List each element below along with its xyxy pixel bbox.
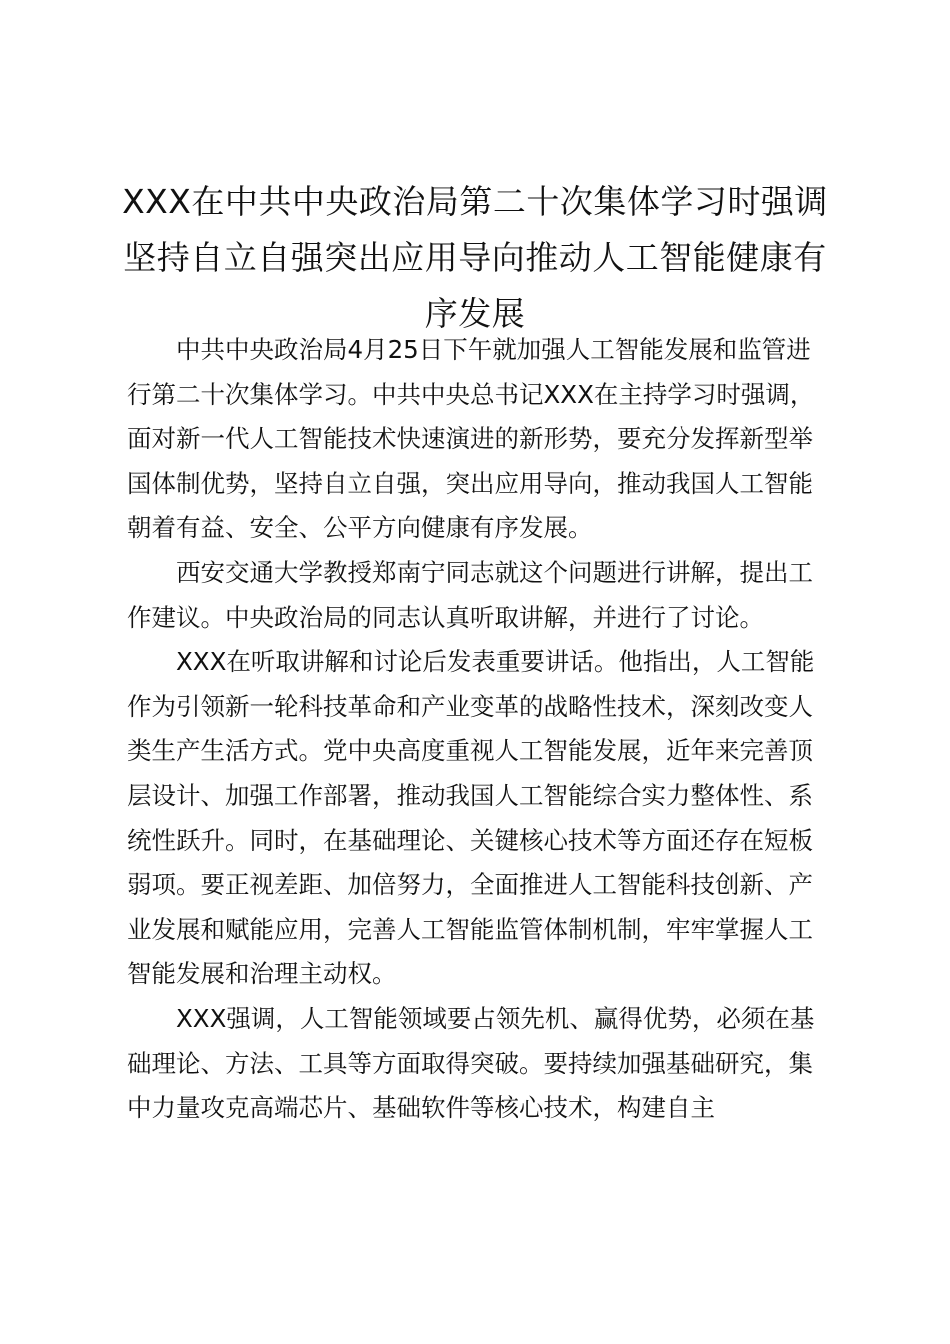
paragraph-1: 中共中央政治局4月25日下午就加强人工智能发展和监管进行第二十次集体学习。中共中央总书记XXX在主持学习时强调，面对新一代人工智能技术快速演进的新形势，要充分发挥新型举国体制优势，坚持自立自强，突出应用导向，推动我国人工智能朝着有益、安全、公平方向健康有序发展。 bbox=[127, 335, 815, 543]
paragraph-3: XXX在听取讲解和讨论后发表重要讲话。他指出，人工智能作为引领新一轮科技革命和产业变革的战略性技术，深刻改变人类生产生活方式。党中央高度重视人工智能发展，近年来完善顶层设计、加强工作部署，推动我国人工智能综合实力整体性、系统性跃升。同时，在基础理论、关键核心技术等方面还存在短板弱项。要正视差距、加倍努力，全面推进人工智能科技创新、产业发展和赋能应用，完善人工智能监管体制机制，牢牢掌握人工智能发展和治理主动权。 bbox=[127, 647, 815, 989]
paragraph-4: XXX强调，人工智能领域要占领先机、赢得优势，必须在基础理论、方法、工具等方面取得突破。要持续加强基础研究，集中力量攻克高端芯片、基础软件等核心技术，构建自主 bbox=[127, 1003, 815, 1123]
document-body bbox=[127, 328, 827, 1131]
document-title: XXX在中共中央政治局第二十次集体学习时强调坚持自立自强突出应用导向推动人工智能健康有序发展 bbox=[122, 182, 828, 333]
paragraph-2: 西安交通大学教授郑南宁同志就这个问题进行讲解，提出工作建议。中央政治局的同志认真听取讲解，并进行了讨论。 bbox=[127, 557, 813, 632]
